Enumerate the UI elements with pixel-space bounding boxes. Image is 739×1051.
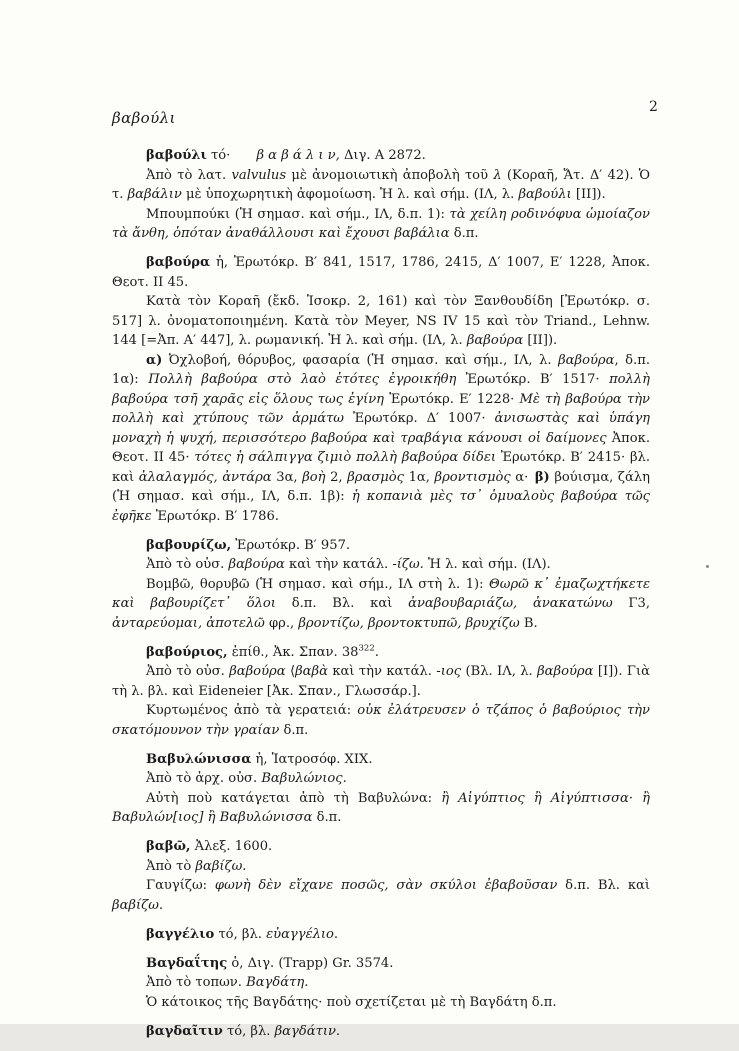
- text-run: (Βλ. ΙΛ, λ.: [461, 664, 538, 679]
- text-run: βαβούρα: [229, 664, 286, 679]
- text-run: τότες ἡ σάλπιγγα ζιμιὸ πολλὴ βαβούρα δίδει: [194, 450, 497, 465]
- text-run: οὐκ ἐλάτρευσεν ὁ τζάπος ὁ βαβούριος τὴν σκατόμουνον τὴν γραίαν: [112, 703, 650, 738]
- text-run: Ἐρωτόκρ. Δ′ 1007·: [344, 411, 495, 426]
- text-run: α·: [510, 469, 535, 485]
- text-run: Ἡ λ. καὶ σήμ. (ΙΛ).: [423, 557, 551, 572]
- text-run: (Κοραῆ, Ἄτ. Δ′ 42). Ὁ τ.: [112, 167, 651, 202]
- text-run: Βομβῶ, θορυβῶ (Ἡ σημασ. καὶ σήμ., ΙΛ στὴ λ. 1):: [146, 576, 490, 592]
- text-run: μὲ ὑποχωρητικὴ ἀφομοίωση. Ἡ λ. καὶ σήμ. (ΙΛ, λ.: [181, 187, 519, 202]
- text-run: μὲ ἀνομοιωτικὴ ἀποβολὴ τοῦ: [286, 167, 494, 183]
- text-run: δ.π. Βλ. καὶ: [557, 878, 650, 893]
- entry-paragraph: [112, 575, 650, 634]
- text-run: καὶ τὴν κατάλ.: [327, 664, 437, 679]
- dictionary-entry: [112, 954, 650, 1013]
- entry-paragraph: [112, 973, 650, 993]
- text-run: καὶ τὴν κατάλ.: [284, 557, 393, 572]
- text-run: ⟨: [285, 664, 296, 679]
- text-run: Ἀπὸ τὸ λατ.: [146, 167, 232, 183]
- text-run: εὐαγγέλιο: [266, 926, 334, 942]
- text-run: ἀνισωστὰς καὶ ὑπάγη μοναχὴ ἡ ψυχή, περισσότερο βαβούρα καὶ τραβάγια κάνουσι οἱ δαίμονες: [112, 411, 651, 446]
- text-run: βαβούρα: [537, 664, 594, 679]
- text-run: Βαβυλώνιος.: [261, 771, 347, 786]
- text-run: Ἀπὸ τὸ τοπων.: [146, 975, 247, 990]
- text-run: βαβίζω: [112, 897, 159, 913]
- text-run: βαβίζω.: [195, 858, 247, 874]
- text-run: βαβούρα: [466, 333, 524, 348]
- entry-paragraph: [112, 351, 650, 527]
- text-run: Κυρτωμένος ἀπὸ τὰ γερατειά:: [146, 703, 358, 718]
- text-run: Ἐρωτόκρ. Ε′ 1228·: [384, 391, 520, 407]
- text-run: Γαυγίζω:: [146, 878, 215, 893]
- text-run: .: [374, 644, 379, 660]
- entry-paragraph: [112, 292, 650, 351]
- text-run: βαβούρα: [558, 352, 615, 368]
- text-run: Αὐτὴ ποὺ κατάγεται ἀπὸ τὴ Βαβυλώνα:: [146, 790, 442, 806]
- text-run: Ὀχλοβοή, θόρυβος, φασαρία (Ἡ σημασ. καὶ σήμ., ΙΛ, λ.: [162, 352, 559, 368]
- headword: βαβουρίζω,: [146, 537, 232, 553]
- text-run: ἀνταρεύομαι, ἀποτελῶ: [112, 615, 265, 631]
- text-run: βαγδάτιν: [274, 1023, 336, 1039]
- entry-paragraph: [112, 253, 650, 292]
- text-run: βροντισμὸς: [434, 469, 511, 485]
- text-run: βοὴ: [302, 469, 326, 485]
- headword: βαβῶ,: [146, 839, 191, 854]
- dictionary-entry: [112, 536, 650, 634]
- entry-paragraph: [112, 205, 650, 244]
- text-run: βούισμα, ζάλη (Ἡ σημασ. καὶ σήμ., ΙΛ, δ.π. 1β):: [112, 469, 651, 504]
- text-run: λ: [493, 167, 502, 183]
- text-run: ἡ, Ἐρωτόκρ. Β′ 841, 1517, 1786, 2415, Δ′ 1007, Ε′ 1228, Ἀποκ. Θεοτ. ΙΙ 45.: [112, 255, 650, 290]
- entry-paragraph: [112, 876, 650, 915]
- text-run: τό, βλ.: [214, 926, 267, 942]
- text-run: Ἀπὸ τὸ οὐσ.: [146, 664, 230, 679]
- dictionary-entry: [112, 1022, 650, 1042]
- text-run: [ΙΙ]).: [571, 187, 606, 202]
- entry-paragraph: [112, 993, 650, 1013]
- text-run: Μὲ τὴ βαβούρα τὴν πολλὴ καὶ χτύπους τῶν ἀρμάτω: [112, 391, 650, 426]
- text-run: -ιος: [436, 664, 462, 679]
- text-run: -ίζω.: [392, 557, 424, 572]
- text-run: τό, βλ.: [222, 1023, 275, 1039]
- entry-paragraph: [112, 1022, 650, 1042]
- entry-paragraph: [112, 837, 650, 857]
- headword: α): [146, 352, 163, 368]
- text-run: β α β ά λ ι ν,: [256, 148, 340, 163]
- text-run: .: [333, 926, 339, 942]
- dictionary-entry: [112, 750, 650, 828]
- text-run: .: [158, 897, 164, 913]
- text-run: Ἐρωτόκρ. Β′ 1517·: [456, 372, 610, 387]
- scan-artifact-dot: [706, 565, 709, 568]
- headword: Βαβυλώνισσα: [146, 751, 252, 767]
- entry-paragraph: [112, 925, 650, 945]
- text-run: βροντίζω, βροντοκτυπῶ, βρυχίζω: [298, 615, 520, 631]
- text-run: τὰ χείλη ροδινόφυα ὡμοίαζον τὰ ἄνθη, ὁπόταν ἀναθάλλουσι καὶ ἔχουσι βαβάλια: [112, 206, 650, 241]
- text-run: Ἐρωτόκρ. Β′ 2415· βλ. καὶ: [112, 450, 650, 485]
- entry-paragraph: [112, 536, 650, 556]
- text-run: [Ι]). Γιὰ τὴ λ. βλ. καὶ Eideneier [Ἀκ. Σπαν., Γλωσσάρ.].: [112, 664, 650, 699]
- text-run: Κατὰ τὸν Κοραῆ (ἔκδ. Ἰσοκρ. 2, 161) καὶ τὸν Ξανθουδίδη [Ἐρωτόκρ. σ. 517] λ. ὀνοματοποιημένη. Κατὰ τὸν Meyer, NS IV 15 καὶ τὸν Triand., Lehnw. 144 [=Ἀπ. Α′ 447], λ. ρωμανική. Ἡ λ. καὶ σήμ. (ΙΛ, λ.: [112, 294, 650, 348]
- text-run: .: [335, 1023, 341, 1039]
- text-run: ὁ, Διγ. (Trapp) Gr. 3574.: [227, 955, 394, 971]
- text-run: Ἀπὸ τὸ οὐσ.: [146, 557, 229, 572]
- text-run: Μπουμπούκι (Ἡ σημασ. καὶ σήμ., ΙΛ, δ.π. 1):: [146, 206, 450, 222]
- page-number: 2: [649, 99, 658, 115]
- text-run: [ΙΙ]).: [523, 333, 558, 348]
- text-run: Β.: [519, 615, 538, 631]
- text-run: βαβούλι: [518, 187, 572, 202]
- text-run: Γ3,: [612, 596, 650, 611]
- dictionary-entry: [112, 253, 650, 526]
- entry-paragraph: [112, 857, 650, 877]
- text-run: Ἀπὸ τὸ ἀρχ. οὐσ.: [146, 771, 262, 786]
- running-head: βαβούλι: [112, 109, 176, 127]
- text-run: δ.π. Βλ. καὶ: [275, 596, 409, 611]
- text-run: Θωρῶ κ᾽ ἐμαζωχτήκετε καὶ βαβουρίζετ᾽ ὅλοι: [112, 576, 650, 611]
- entry-paragraph: [112, 701, 650, 740]
- text-run: 2,: [325, 469, 348, 485]
- text-run: Ὁ κάτοικος τῆς Βαγδάτης· ποὺ σχετίζεται μὲ τὴ Βαγδάτη δ.π.: [146, 994, 557, 1010]
- headword: βαγγέλιο: [146, 926, 215, 942]
- headword: βαβούριος,: [146, 644, 228, 660]
- headword: βαβούρα: [146, 255, 211, 270]
- dictionary-entry: [112, 643, 650, 741]
- text-run: Ἀποκ. Θεοτ. ΙΙ 45·: [112, 430, 650, 465]
- text-run: ἢ Αἰγύπτιος ἢ Αἰγύπτισσα· ἢ Βαβυλών[ιος] ἢ Βαβυλώνισσα: [112, 790, 650, 825]
- entry-paragraph: [112, 769, 650, 789]
- entry-paragraph: [112, 750, 650, 770]
- entry-paragraph: [112, 954, 650, 974]
- entry-paragraph: [112, 662, 650, 701]
- text-run: , δ.π. 1α):: [112, 352, 650, 387]
- text-run: βαβὰ: [295, 664, 328, 679]
- text-run: ἐπίθ., Ἀκ. Σπαν. 38: [227, 644, 359, 660]
- entry-paragraph: [112, 789, 650, 828]
- headword: βαβούλι: [146, 148, 207, 163]
- text-run: Διγ. Α 2872.: [339, 148, 426, 163]
- dictionary-entry: [112, 146, 650, 244]
- text-run: φρ.,: [264, 615, 299, 631]
- text-run: 1α,: [403, 469, 435, 485]
- entry-paragraph: [112, 166, 650, 205]
- text-run: Πολλὴ βαβούρα στὸ λαὸ ἐτότες ἐγροικήθη: [148, 372, 457, 387]
- text-run: Ἀπὸ τὸ: [146, 858, 196, 874]
- text-run: βαβούρα: [228, 557, 285, 572]
- text-run: ἡ, Ἰατροσόφ. ΧΙΧ.: [251, 751, 373, 767]
- dictionary-entry: [112, 837, 650, 915]
- text-run: δ.π.: [312, 810, 342, 825]
- entries: [112, 146, 650, 1051]
- text-run: φωνὴ δὲν εἴχανε ποσῶς, σὰν σκύλοι ἐβαβοῦσαν: [214, 878, 558, 893]
- headword: β): [534, 469, 550, 485]
- entry-paragraph: [112, 146, 650, 166]
- text-run: Ἐρωτόκρ. Β′ 957.: [231, 537, 351, 553]
- text-run: δ.π.: [279, 722, 309, 738]
- dictionary-entry: [112, 925, 650, 945]
- text-run: 3α,: [271, 469, 303, 485]
- text-run: δ.π.: [449, 226, 479, 241]
- headword: βαγδαῖτιν: [146, 1023, 223, 1039]
- entry-paragraph: [112, 643, 650, 663]
- text-run: βαβάλιν: [127, 187, 182, 202]
- text-run: ἡ κοπανιὰ μὲς τσ᾽ ὁμυαλοὺς βαβούρα τῶς ἐφῆκε: [112, 489, 650, 524]
- text-run: ἀναβουβαριάζω, ἀνακατώνω: [408, 596, 613, 611]
- entry-paragraph: [112, 555, 650, 575]
- text-run: πολλὴ βαβούρα τσῆ χαρᾶς εἰς ὅλους τως ἐγίνη: [112, 372, 650, 407]
- text-run: Ἀλεξ. 1600.: [190, 839, 273, 854]
- text-run: Ἐρωτόκρ. Β′ 1786.: [151, 508, 279, 524]
- text-run: βρασμὸς: [347, 469, 404, 485]
- text-run: ἀλαλαγμός, ἀντάρα: [138, 469, 272, 485]
- text-run: 322: [358, 643, 375, 654]
- text-run: valvulus: [231, 167, 287, 183]
- text-run: Βαγδάτη.: [246, 975, 309, 990]
- headword: Βαγδαΐτης: [146, 955, 228, 971]
- text-run: τό·: [206, 148, 257, 163]
